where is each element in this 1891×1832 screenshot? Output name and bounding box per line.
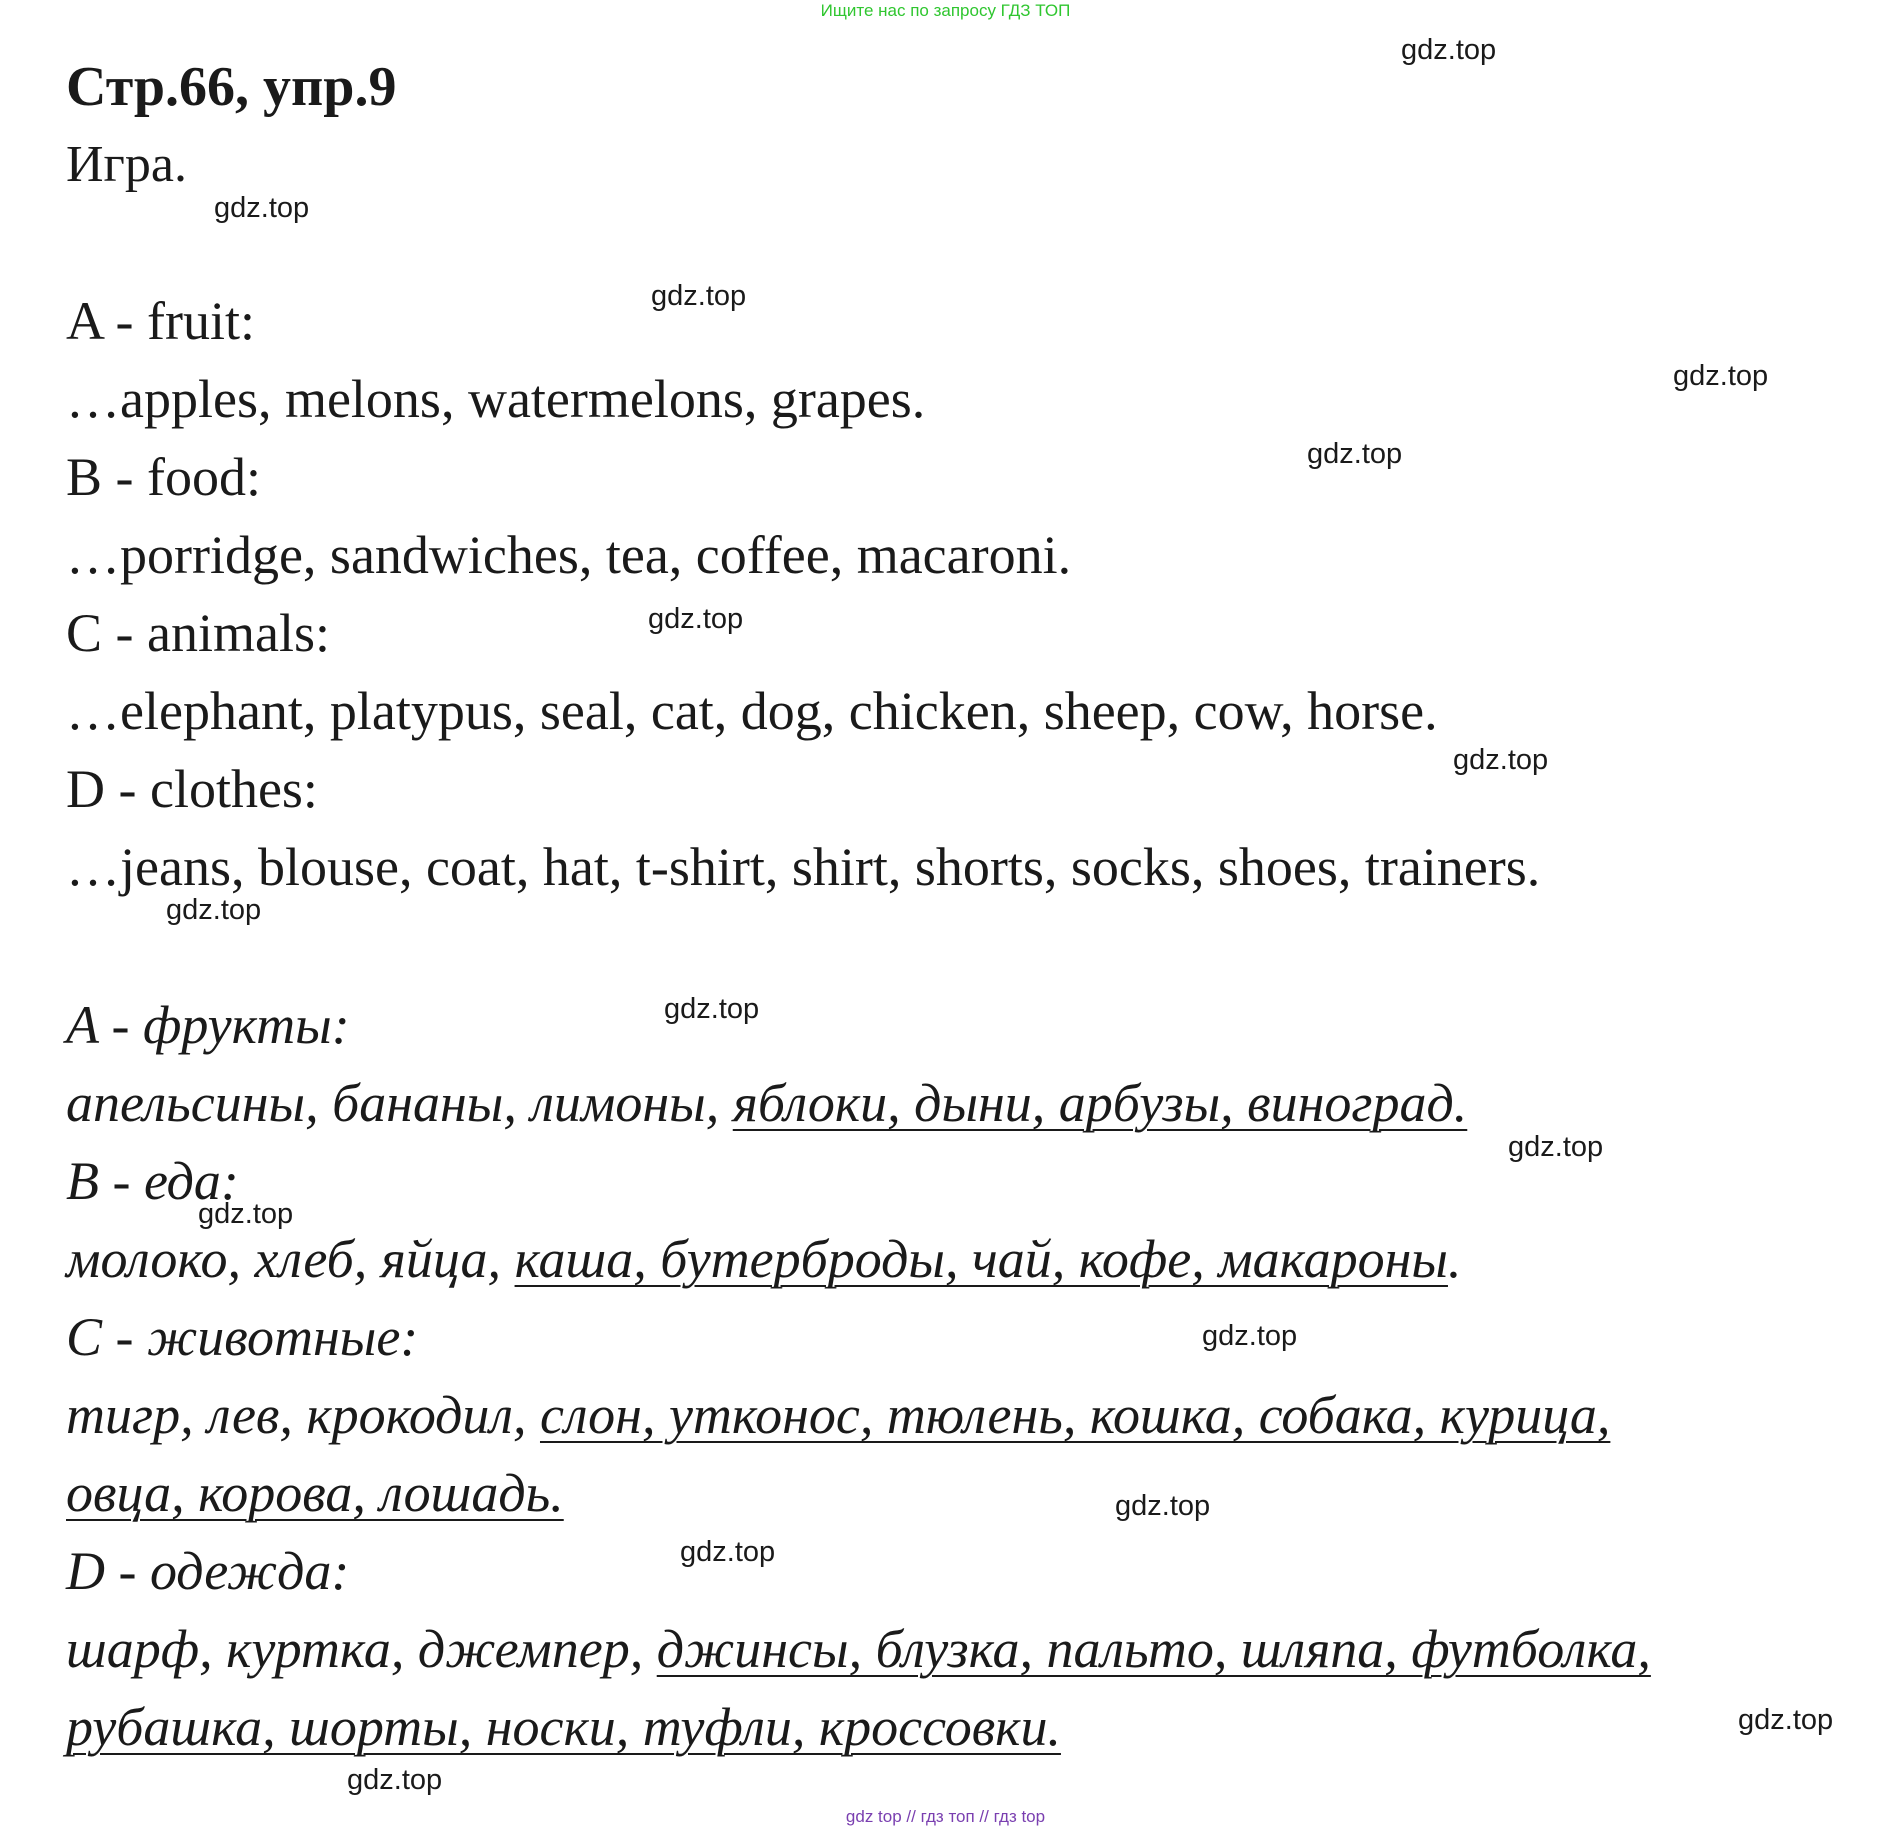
watermark: gdz.top (214, 192, 310, 224)
russian-a-underlined: яблоки, дыни, арбузы, виноград. (732, 1073, 1468, 1133)
watermark: gdz.top (1115, 1490, 1211, 1522)
english-d-items: …jeans, blouse, coat, hat, t-shirt, shirt, shorts, socks, shoes, trainers. (66, 837, 1541, 897)
watermark: gdz.top (651, 280, 747, 312)
russian-b-plain: молоко, хлеб, яйца, (66, 1229, 515, 1289)
watermark: gdz.top (1307, 438, 1403, 470)
russian-c-underlined-2: овца, корова, лошадь. (66, 1463, 564, 1523)
russian-b-underlined: каша, бутерброды, чай, кофе, макароны (514, 1229, 1448, 1289)
watermark: gdz.top (648, 603, 744, 635)
watermark: gdz.top (664, 993, 760, 1025)
russian-d-underlined-2: рубашка, шорты, носки, туфли, кроссовки. (66, 1697, 1061, 1757)
watermark: gdz.top (1673, 360, 1769, 392)
english-b-items: …porridge, sandwiches, tea, coffee, macaroni. (66, 525, 1072, 585)
russian-c-items-line1 (66, 1380, 1610, 1450)
watermark: gdz.top (347, 1764, 443, 1796)
page-title: Стр.66, упр.9 (66, 56, 397, 118)
russian-b-end: . (1447, 1229, 1462, 1289)
watermark: gdz.top (198, 1198, 294, 1230)
english-d-heading: D - clothes: (66, 759, 318, 819)
russian-d-plain: шарф, куртка, джемпер, (66, 1619, 657, 1679)
english-b-heading: B - food: (66, 447, 261, 507)
footer: gdz top // гдз топ // гдз top (845, 1807, 1046, 1826)
top-banner: Ищите нас по запросу ГДЗ ТОП (820, 1, 1071, 20)
russian-d-heading: D - одежда: (66, 1541, 350, 1601)
russian-d-items-line2 (66, 1692, 1061, 1762)
watermark: gdz.top (1453, 744, 1549, 776)
english-a-heading: A - fruit: (66, 291, 255, 351)
russian-b-items (66, 1224, 1461, 1294)
russian-c-underlined-1: слон, утконос, тюлень, кошка, собака, курица, (539, 1385, 1611, 1445)
watermark: gdz.top (680, 1536, 776, 1568)
russian-d-underlined-1: джинсы, блузка, пальто, шляпа, футболка, (656, 1619, 1651, 1679)
english-c-items: …elephant, platypus, seal, cat, dog, chicken, sheep, cow, horse. (66, 681, 1438, 741)
watermark: gdz.top (1738, 1704, 1834, 1736)
russian-c-items-line2 (66, 1458, 564, 1528)
russian-c-heading: C - животные: (66, 1307, 419, 1367)
russian-c-plain: тигр, лев, крокодил, (66, 1385, 540, 1445)
page-subtitle: Игра. (66, 136, 187, 193)
russian-a-plain: апельсины, бананы, лимоны, (66, 1073, 733, 1133)
watermark: gdz.top (1508, 1131, 1604, 1163)
russian-a-heading: A - фрукты: (66, 995, 350, 1055)
russian-d-items-line1 (66, 1614, 1651, 1684)
watermark: gdz.top (166, 894, 262, 926)
english-c-heading: C - animals: (66, 603, 330, 663)
russian-b-heading: B - еда: (66, 1151, 239, 1211)
watermark: gdz.top (1401, 34, 1497, 66)
english-a-items: …apples, melons, watermelons, grapes. (66, 369, 926, 429)
russian-a-items (66, 1068, 1467, 1138)
watermark: gdz.top (1202, 1320, 1298, 1352)
